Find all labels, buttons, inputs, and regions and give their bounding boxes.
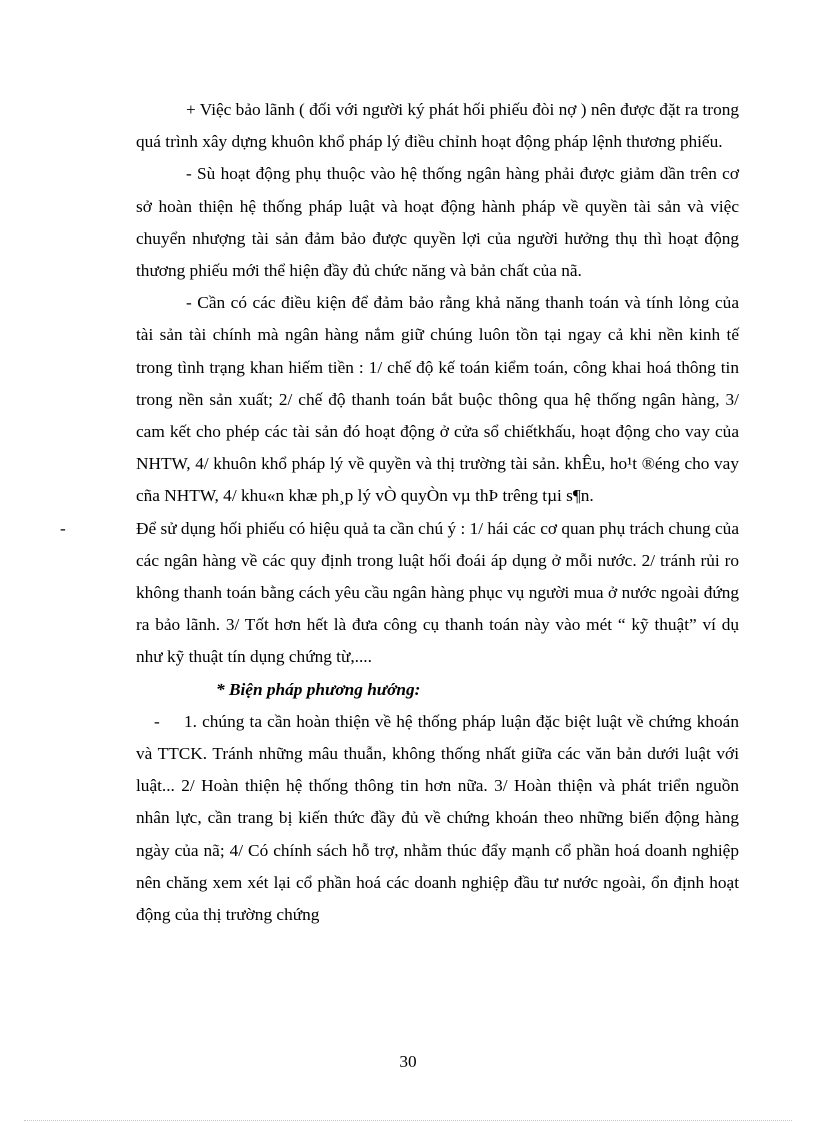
page-number: 30: [399, 1052, 417, 1071]
paragraph-bill-usage: [60, 513, 739, 674]
paragraph-measures-text: 1. chúng ta cần hoàn thiện về hệ thống pháp luận đặc biệt luật về chứng khoán và TTCK. Tránh những mâu thuẫn, không thống nhất giữa các văn bản dưới luật với luật... 2/ Hoàn thiện hệ thống thông tin hơn nữa. 3/ Hoàn thiện và phát triển nguồn nhân lực, cần trang bị kiến thức đầy đủ về chứng khoán theo những biến động hàng ngày của nã; 4/ Có chính sách hỗ trợ, nhằm thúc đẩy mạnh cổ phần hoá doanh nghiệp nên chăng xem xét lại cổ phần hoá các doanh nghiệp đầu tư nước ngoài, ổn định hoạt động của thị trường chứng: [136, 711, 739, 925]
paragraph-bill-usage-text: Để sử dụng hối phiếu có hiệu quả ta cần chú ý : 1/ hái các cơ quan phụ trách chung của các ngân hàng về các quy định trong luật hối đoái áp dụng ở mỗi nước. 2/ tránh rủi ro không thanh toán bằng cách yêu cầu ngân hàng phục vụ người mua ở nước ngoài đứng ra bảo lãnh. 3/ Tốt hơn hết là đưa công cụ thanh toán này vào mét “ kỹ thuật” ví dụ như kỹ thuật tín dụng chứng từ,....: [136, 518, 739, 667]
paragraph-banking-dependence: - Sù hoạt động phụ thuộc vào hệ thống ngân hàng phải được giảm dần trên cơ sở hoàn thiện hệ thống pháp luật và hoạt động hành pháp về quyền tài sản và việc chuyển nhượng tài sản đảm bảo được quyền lợi của người hưởng thụ thì hoạt động thương phiếu mới thể hiện đầy đủ chức năng và bản chất của nã.: [136, 164, 739, 281]
bullet-dash-inline: -: [154, 711, 160, 731]
section-heading: * Biện pháp phương hướng:: [216, 679, 421, 699]
document-body: [60, 94, 739, 931]
paragraph-guarantee: + Việc bảo lãnh ( đối với người ký phát hối phiếu đòi nợ ) nên được đặt ra trong quá trình xây dựng khuôn khổ pháp lý điều chỉnh hoạt động pháp lệnh thương phiếu.: [136, 100, 739, 152]
bullet-dash: -: [60, 518, 66, 538]
paragraph-liquidity-conditions: - Cần có các điều kiện để đảm bảo rằng khả năng thanh toán và tính lỏng của tài sản tài chính mà ngân hàng nắm giữ chúng luôn tồn tại ngay cả khi nền kinh tế trong tình trạng khan hiếm tiền : 1/ chế độ kế toán kiểm toán, công khai hoá thông tin trong nền sản xuất; 2/ chế độ thanh toán bắt buộc thông qua hệ thống ngân hàng, 3/ cam kết cho phép các tài sản đó hoạt động ở cửa sổ chiếtkhấu, hoạt động cho vay của NHTW, 4/ khuôn khổ pháp lý về quyền và thị trường tài sản. khÊu, ho¹t ®éng cho vay cña NHTW, 4/ khu«n khæ ph¸p lý vÒ quyÒn vµ thÞ trêng tµi s¶n.: [136, 293, 739, 506]
footer-divider: [24, 1120, 792, 1121]
paragraph-measures: [136, 706, 739, 931]
